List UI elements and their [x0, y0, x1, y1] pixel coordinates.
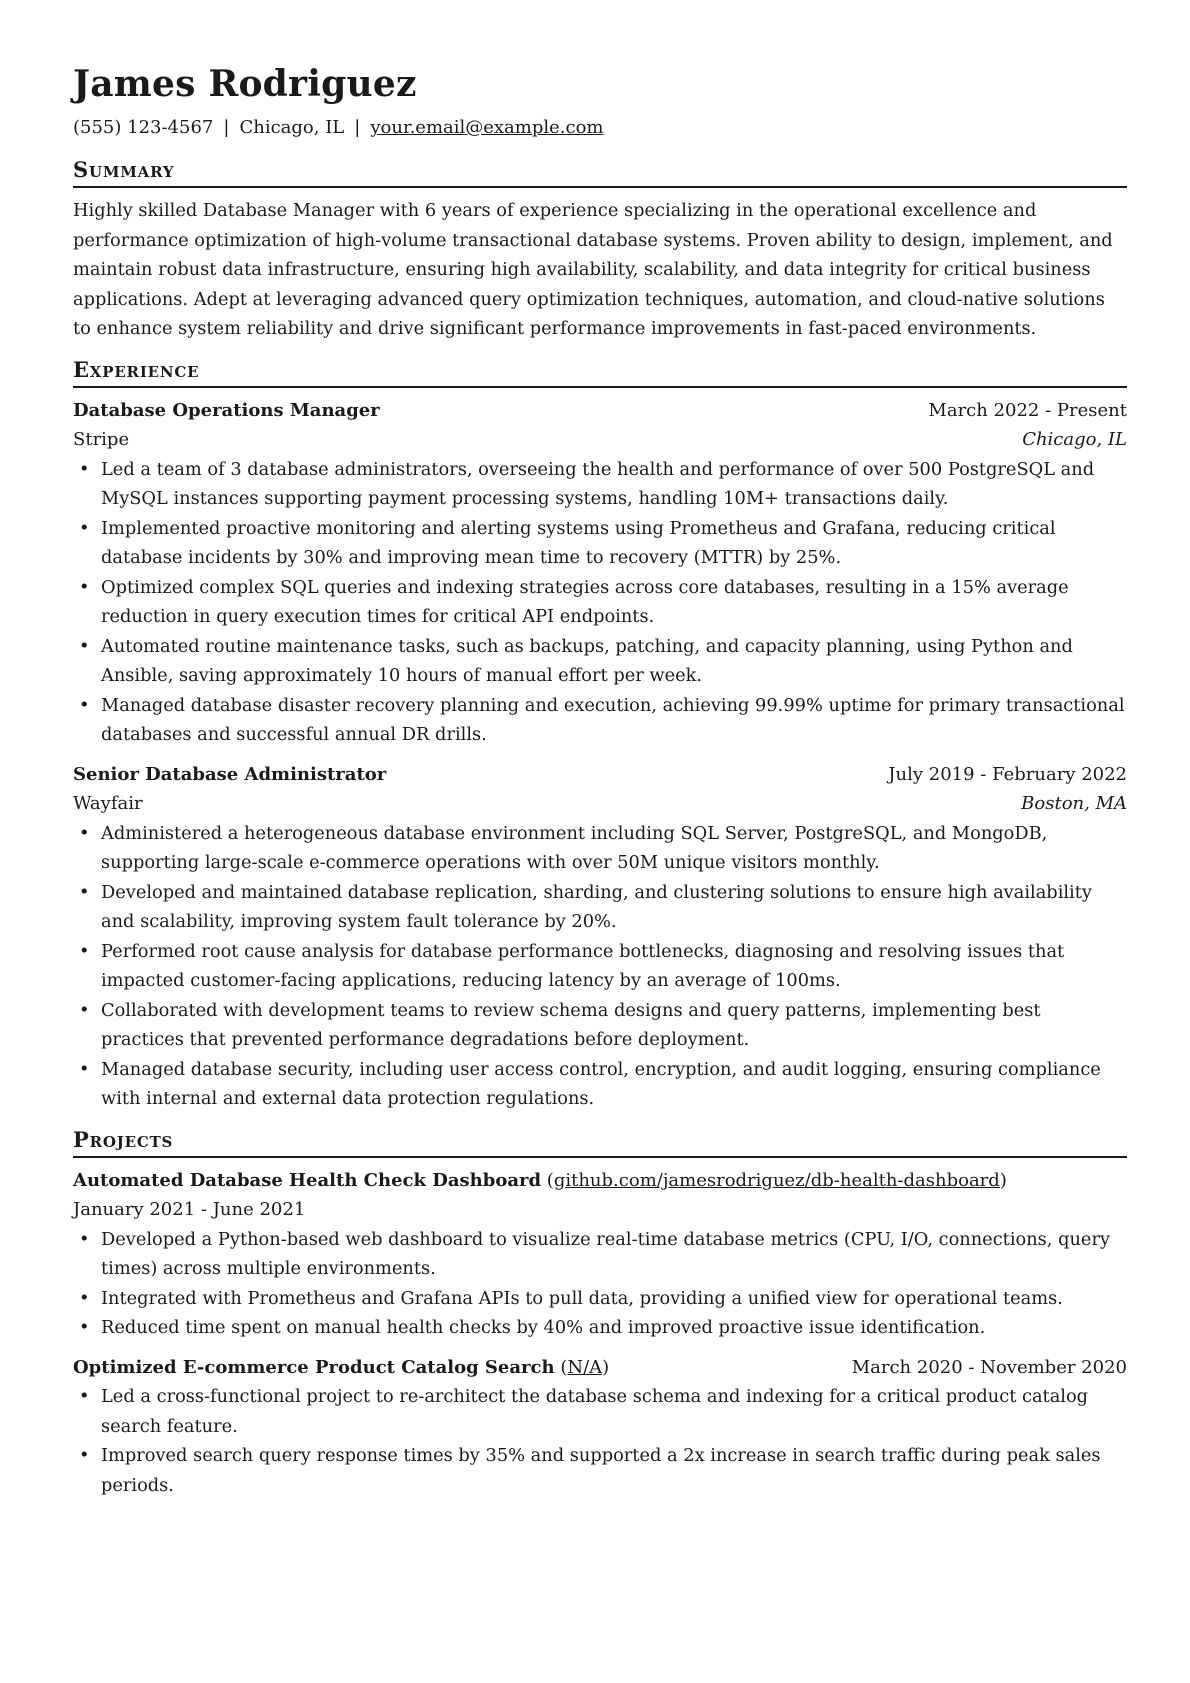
job-bullets [73, 455, 1127, 750]
project-link[interactable]: github.com/jamesrodriguez/db-health-dashboard [553, 1169, 1000, 1191]
bullet-item: • Led a team of 3 database administrators, overseeing the health and performance of over 500 PostgreSQL and MySQL instances supporting payment processing systems, handling 10M+ transactions daily. [73, 455, 1127, 514]
job-dates: March 2022 - Present [928, 399, 1127, 421]
job-header [73, 396, 1127, 426]
job-location: Chicago, IL [1022, 429, 1127, 450]
job-subheader [73, 425, 1127, 455]
project-title: Optimized E-commerce Product Catalog Search [73, 1356, 555, 1378]
section-title-summary: Summary [73, 156, 1127, 188]
contact-line [73, 114, 1127, 142]
bullet-item: • Collaborated with development teams to review schema designs and query patterns, implementing best practices that prevented performance degradations before deployment. [73, 996, 1127, 1055]
email-link[interactable]: your.email@example.com [370, 117, 604, 138]
job-subheader [73, 789, 1127, 819]
project-bullets [73, 1382, 1127, 1500]
candidate-name: James Rodriguez [73, 63, 417, 105]
job-dates: July 2019 - February 2022 [888, 763, 1127, 785]
project-header [73, 1353, 1127, 1383]
project-header [73, 1166, 1127, 1196]
job-location: Boston, MA [1021, 793, 1127, 814]
bullet-item: • Improved search query response times by 35% and supported a 2x increase in search traffic during peak sales periods. [73, 1441, 1127, 1500]
bullet-item: • Managed database security, including user access control, encryption, and audit logging, ensuring compliance with internal and external data protection regulations. [73, 1055, 1127, 1114]
experience-section [73, 356, 1127, 1114]
project-heading: Automated Database Health Check Dashboard (github.com/jamesrodriguez/db-health-dashboard) [73, 1169, 1007, 1191]
bullet-item: • Managed database disaster recovery planning and execution, achieving 99.99% uptime for primary transactional databases and successful annual DR drills. [73, 691, 1127, 750]
bullet-item: • Developed and maintained database replication, sharding, and clustering solutions to ensure high availability and scalability, improving system fault tolerance by 20%. [73, 878, 1127, 937]
resume-page [73, 60, 1127, 1500]
project-link[interactable]: N/A [567, 1356, 603, 1378]
project-dates: January 2021 - June 2021 [73, 1199, 306, 1220]
bullet-item: • Performed root cause analysis for database performance bottlenecks, diagnosing and resolving issues that impacted customer-facing applications, reducing latency by an average of 100ms. [73, 937, 1127, 996]
job-entry [73, 396, 1127, 750]
bullet-item: • Developed a Python-based web dashboard to visualize real-time database metrics (CPU, I/O, connections, query times) across multiple environments. [73, 1225, 1127, 1284]
separator: | [223, 117, 230, 138]
job-company: Wayfair [73, 793, 143, 814]
job-entry [73, 760, 1127, 1114]
bullet-item: • Automated routine maintenance tasks, such as backups, patching, and capacity planning, using Python and Ansible, saving approximately 10 hours of manual effort per week. [73, 632, 1127, 691]
location: Chicago, IL [239, 117, 345, 138]
project-subheader [73, 1195, 1127, 1225]
project-entry [73, 1166, 1127, 1343]
section-title-experience: Experience [73, 356, 1127, 388]
separator: | [354, 117, 361, 138]
projects-section [73, 1126, 1127, 1501]
project-entry [73, 1353, 1127, 1501]
bullet-item: • Led a cross-functional project to re-architect the database schema and indexing for a critical product catalog search feature. [73, 1382, 1127, 1441]
project-bullets [73, 1225, 1127, 1343]
bullet-item: • Optimized complex SQL queries and indexing strategies across core databases, resulting in a 15% average reduction in query execution times for critical API endpoints. [73, 573, 1127, 632]
job-role: Database Operations Manager [73, 399, 380, 421]
project-dates: March 2020 - November 2020 [851, 1356, 1127, 1378]
summary-section [73, 156, 1127, 344]
phone: (555) 123-4567 [73, 117, 214, 138]
job-role: Senior Database Administrator [73, 763, 387, 785]
job-bullets [73, 819, 1127, 1114]
bullet-item: • Administered a heterogeneous database environment including SQL Server, PostgreSQL, and MongoDB, supporting large-scale e-commerce operations with over 50M unique visitors monthly. [73, 819, 1127, 878]
bullet-item: • Reduced time spent on manual health checks by 40% and improved proactive issue identification. [73, 1313, 1127, 1343]
job-header [73, 760, 1127, 790]
project-title: Automated Database Health Check Dashboard [73, 1169, 542, 1191]
section-title-projects: Projects [73, 1126, 1127, 1158]
summary-text: Highly skilled Database Manager with 6 years of experience specializing in the operational excellence and performance optimization of high-volume transactional database systems. Proven ability to design, implement, and maintain robust data infrastructure, ensuring high availability, scalability, and data integrity for critical business applications. Adept at leveraging advanced query optimization techniques, automation, and cloud-native solutions to enhance system reliability and drive significant performance improvements in fast-paced environments. [73, 200, 1113, 339]
bullet-item: • Integrated with Prometheus and Grafana APIs to pull data, providing a unified view for operational teams. [73, 1284, 1127, 1314]
job-company: Stripe [73, 429, 130, 450]
bullet-item: • Implemented proactive monitoring and alerting systems using Prometheus and Grafana, reducing critical database incidents by 30% and improving mean time to recovery (MTTR) by 25%. [73, 514, 1127, 573]
project-heading: Optimized E-commerce Product Catalog Search (N/A) [73, 1356, 610, 1378]
